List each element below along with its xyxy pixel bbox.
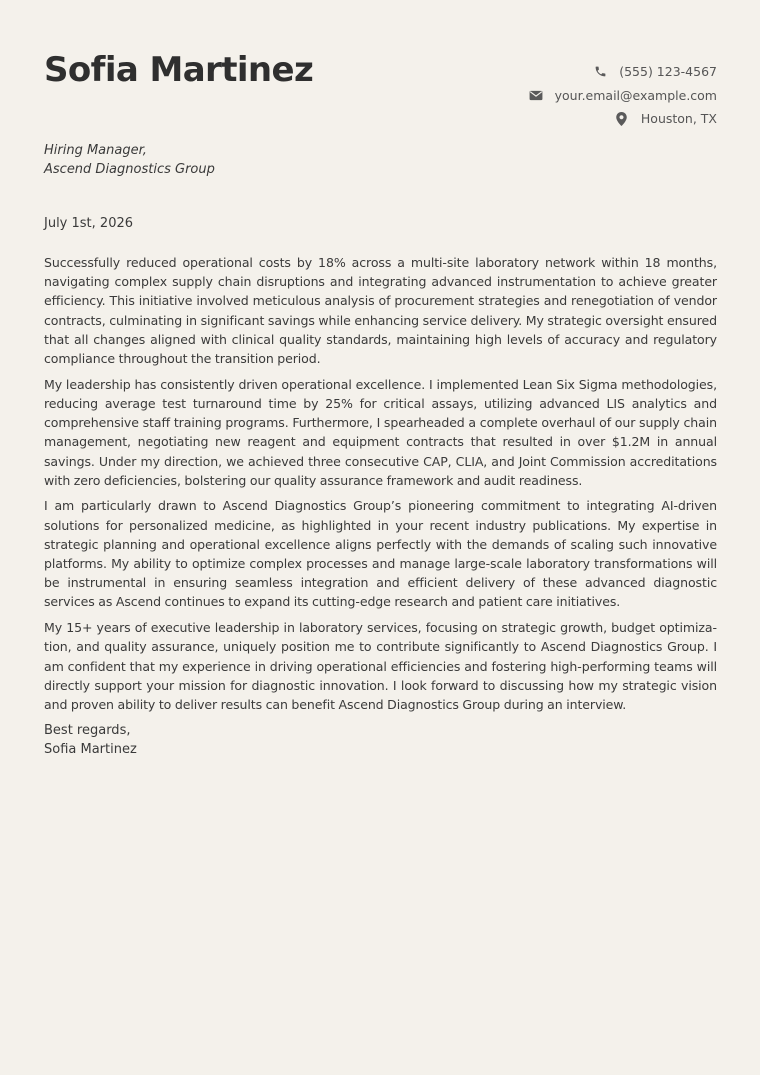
closing-signature: Sofia Martinez [44,742,137,758]
contact-phone [529,60,717,84]
phone-text: (555) 123-4567 [619,64,717,80]
body-paragraph: I am particularly drawn to Ascend Diagnostics Group’s pioneering commitment to integrating AI-driven solutions for personalized medicine, as highlighted in your recent industry publications. My expertise in strategic planning and operational excellence aligns perfectly with the demands of scaling such innovative platforms. My ability to optimize complex processes and manage large-scale laboratory transformations will be instrumental in ensuring seamless integration and efficient delivery of these advanced diagnostic services as Ascend continues to expand its cutting-edge research and patient care initiatives. [44,498,717,610]
contact-email [529,84,717,108]
recipient-company: Ascend Diagnostics Group [44,162,215,177]
closing-block [44,721,717,760]
body-paragraph: My 15+ years of executive leadership in laboratory services, focusing on strategic growth, budget optimization, and quality assurance, uniquely position me to contribute significantly to Ascend Diagnostics Group. I am confident that my experience in driving operational efficiencies and fostering high-performing teams will directly support your mission for diagnostic innovation. I look forward to discussing how my strategic vision and proven ability to deliver results can benefit Ascend Diagnostics Group during an interview. [44,620,717,712]
recipient-block [44,141,717,179]
letter-body [44,253,717,714]
body-paragraph: Successfully reduced operational costs by 18% across a multi-site laboratory network within 18 months, navigating complex supply chain disruptions and integrating advanced instrumentation to achieve greater efficiency. This initiative involved meticulous analysis of procurement strategies and renegotiation of vendor contracts, culminating in significant savings while enhancing service delivery. My strategic oversight ensured that all changes aligned with clinical quality standards, maintaining high levels of accuracy and regulatory compliance throughout the transition period. [44,255,717,367]
applicant-name: Sofia Martinez [44,50,314,90]
letter-header [44,0,717,132]
location-text: Houston, TX [640,111,717,127]
email-text: your.email@example.com [554,87,717,103]
contact-block [529,60,717,131]
phone-icon [593,65,607,79]
recipient-title: Hiring Manager, [44,143,147,158]
body-paragraph: My leadership has consistently driven operational excellence. I implemented Lean Six Sigma methodologies, reducing average test turnaround time by 25% for critical assays, utilizing advanced LIS analytics and comprehensive staff training programs. Furthermore, I spearheaded a complete overhaul of our supply chain management, negotiating new reagent and equipment contracts that resulted in over $1.2M in annual savings. Under my direction, we achieved three consecutive CAP, CLIA, and Joint Commission accreditations with zero deficiencies, bolstering our quality assurance framework and audit readiness. [44,376,717,488]
contact-location [529,107,717,131]
closing-salutation: Best regards, [44,722,131,738]
map-pin-icon [615,112,629,126]
letter-date: July 1st, 2026 [44,216,134,231]
envelope-icon [529,88,543,102]
